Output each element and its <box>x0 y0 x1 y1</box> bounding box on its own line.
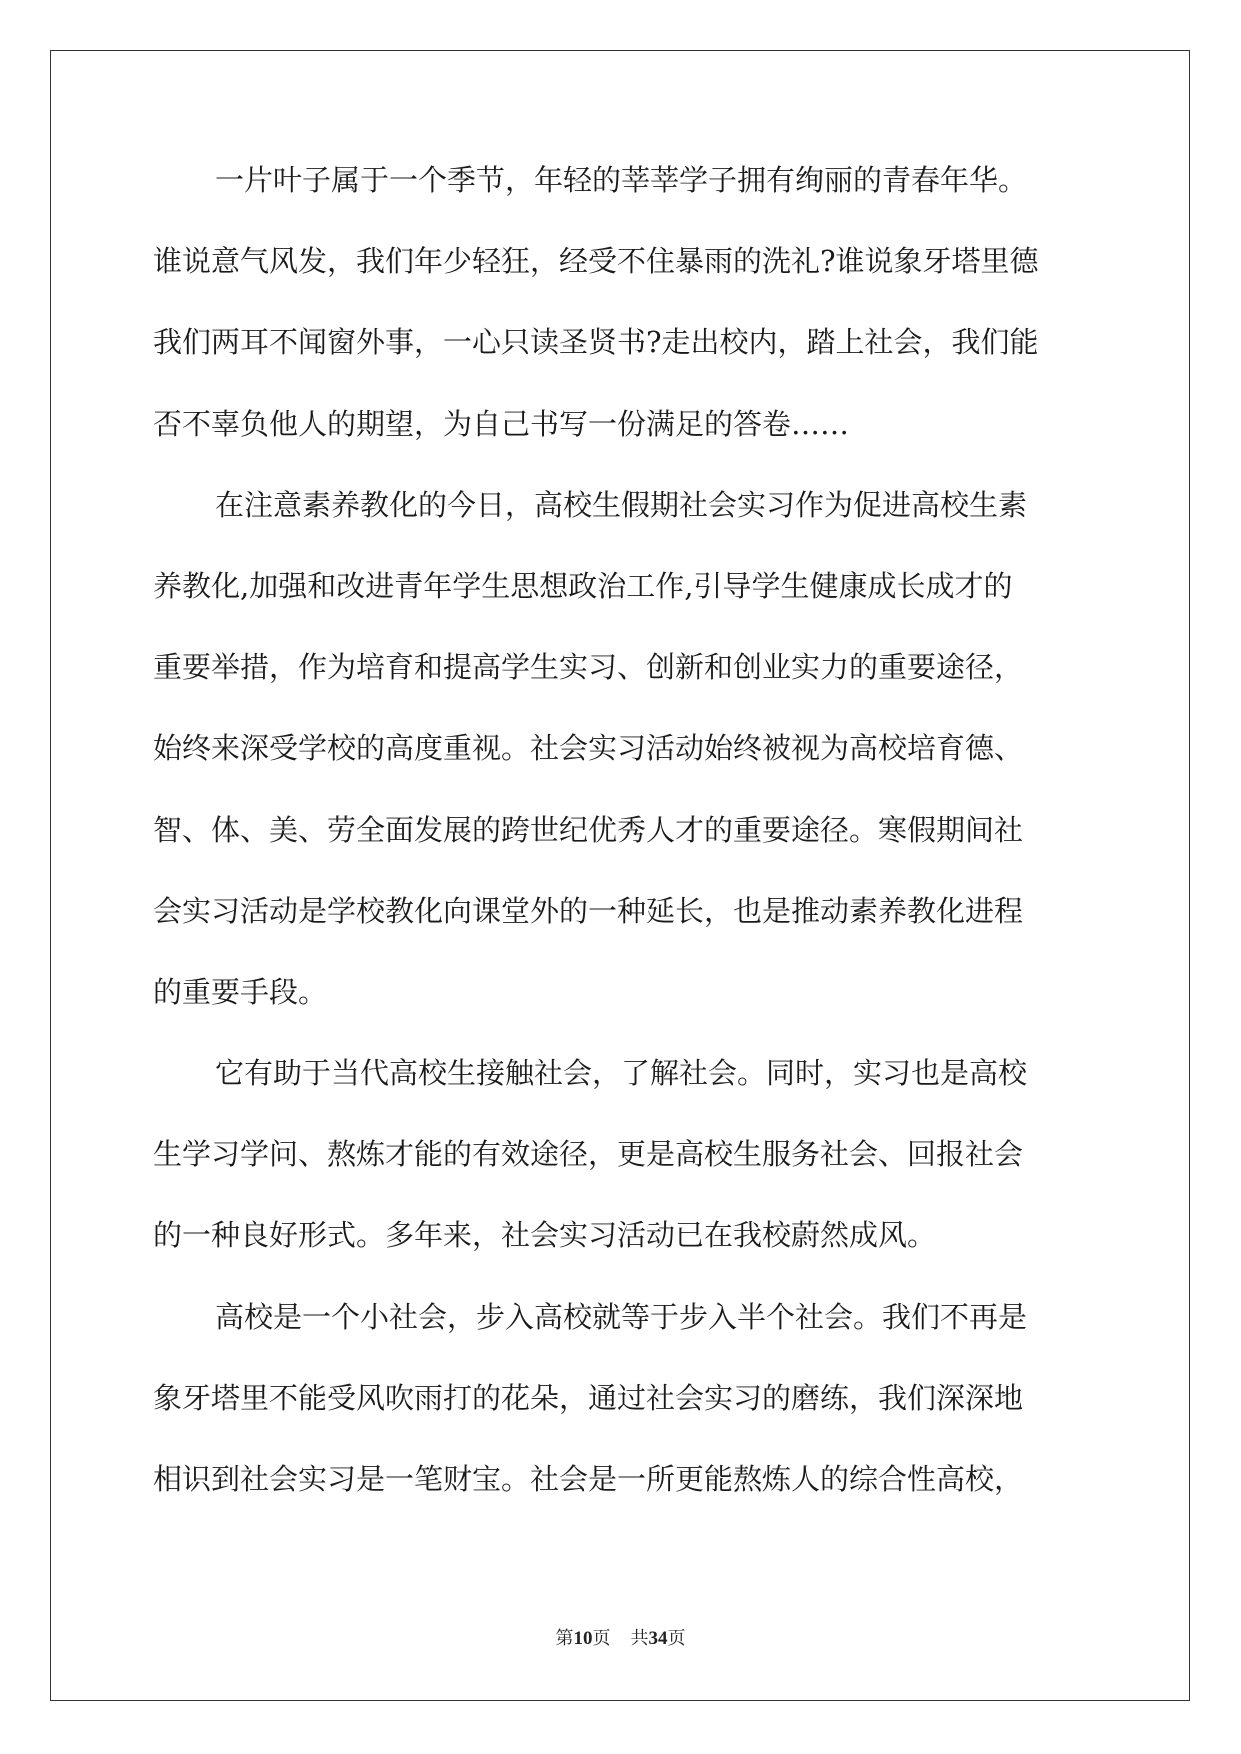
text-line: 象牙塔里不能受风吹雨打的花朵，通过社会实习的磨练，我们深深地 <box>153 1380 1024 1415</box>
document-body <box>153 160 1093 1540</box>
text-line: 的重要手段。 <box>153 974 328 1009</box>
text-line: 谁说意气风发，我们年少轻狂，经受不住暴雨的洗礼?谁说象牙塔里德 <box>153 244 1039 279</box>
text-line: 的一种良好形式。多年来，社会实习活动已在我校蔚然成风。 <box>153 1218 937 1253</box>
text-line: 它有助于当代高校生接触社会，了解社会。同时，实习也是高校 <box>215 1056 1028 1091</box>
text-line: 智、体、美、劳全面发展的跨世纪优秀人才的重要途径。寒假期间社 <box>153 812 1024 847</box>
total-page-count: 34 <box>648 1628 668 1649</box>
text-line: 会实习活动是学校教化向课堂外的一种延长，也是推动素养教化进程 <box>153 893 1024 928</box>
page-footer <box>0 1624 1241 1650</box>
total-prefix: 共 <box>630 1628 649 1649</box>
text-line: 始终来深受学校的高度重视。社会实习活动始终被视为高校培育德、 <box>153 731 1024 766</box>
text-line: 我们两耳不闻窗外事，一心只读圣贤书?走出校内，踏上社会，我们能 <box>153 325 1039 360</box>
total-suffix: 页 <box>667 1628 686 1649</box>
page-suffix: 页 <box>592 1628 611 1649</box>
text-line: 生学习学问、熬炼才能的有效途径，更是高校生服务社会、回报社会 <box>153 1137 1024 1172</box>
text-line: 一片叶子属于一个季节，年轻的莘莘学子拥有绚丽的青春年华。 <box>215 163 1028 197</box>
text-line: 高校是一个小社会，步入高校就等于步入半个社会。我们不再是 <box>215 1299 1028 1334</box>
text-line: 重要举措，作为培育和提高学生实习、创新和创业实力的重要途径， <box>153 650 1024 685</box>
text-line: 否不辜负他人的期望，为自己书写一份满足的答卷…… <box>153 406 850 441</box>
current-page-number: 10 <box>573 1628 593 1649</box>
text-line: 养教化,加强和改进青年学生思想政治工作,引导学生健康成长成才的 <box>153 568 1013 603</box>
text-line: 在注意素养教化的今日，高校生假期社会实习作为促进高校生素 <box>215 487 1028 522</box>
text-line: 相识到社会实习是一笔财宝。社会是一所更能熬炼人的综合性高校， <box>153 1462 1024 1496</box>
page-prefix: 第 <box>555 1628 574 1649</box>
